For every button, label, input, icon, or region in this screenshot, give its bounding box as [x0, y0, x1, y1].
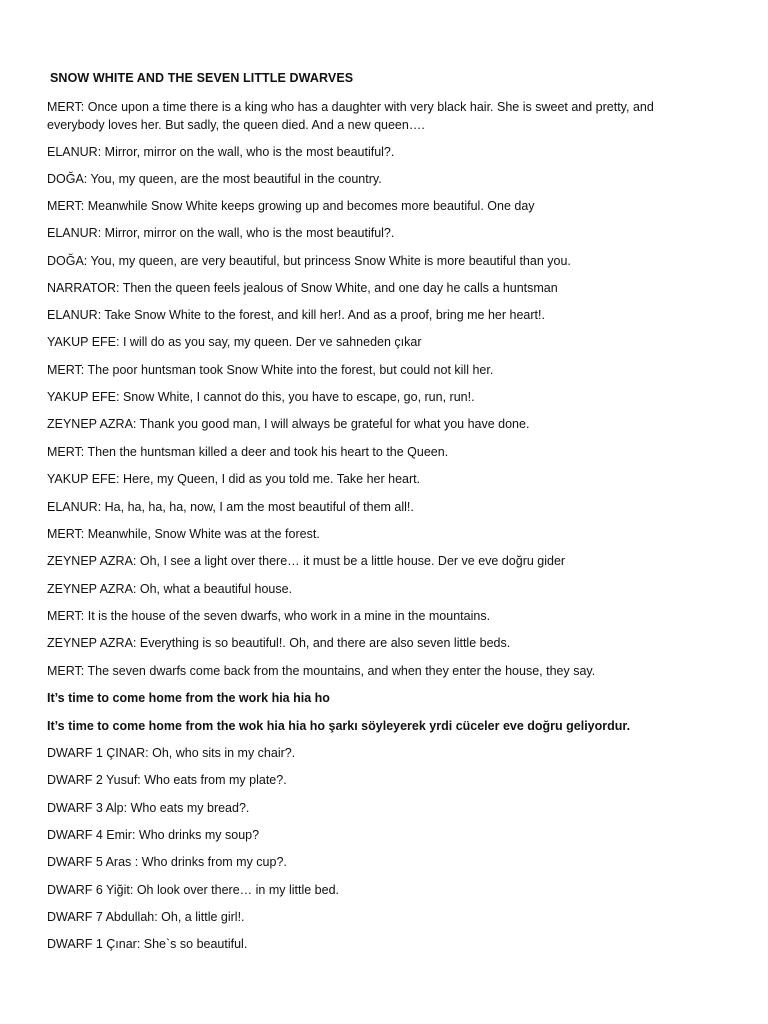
- script-line: DOĞA: You, my queen, are very beautiful, but princess Snow White is more beautiful than you.: [47, 254, 571, 268]
- song-line: It’s time to come home from the wok hia hia ho şarkı söyleyerek yrdi cüceler eve doğru geliyordur.: [47, 719, 631, 733]
- document-title: SNOW WHITE AND THE SEVEN LITTLE DWARVES: [50, 71, 354, 85]
- script-line: DWARF 7 Abdullah: Oh, a little girl!.: [47, 910, 245, 924]
- script-line: ELANUR: Mirror, mirror on the wall, who is the most beautiful?.: [47, 145, 395, 159]
- script-line: YAKUP EFE: Snow White, I cannot do this, you have to escape, go, run, run!.: [47, 390, 475, 404]
- script-line: ELANUR: Mirror, mirror on the wall, who is the most beautiful?.: [47, 226, 395, 240]
- script-line: MERT: The seven dwarfs come back from the mountains, and when they enter the house, they say.: [47, 664, 596, 678]
- script-line: DWARF 1 Çınar: She`s so beautiful.: [47, 937, 248, 951]
- script-line: DWARF 5 Aras : Who drinks from my cup?.: [47, 855, 287, 869]
- script-line: DWARF 6 Yiğit: Oh look over there… in my little bed.: [47, 883, 340, 897]
- script-line: YAKUP EFE: I will do as you say, my queen. Der ve sahneden çıkar: [47, 335, 422, 349]
- script-line: DWARF 1 ÇINAR: Oh, who sits in my chair?.: [47, 746, 296, 760]
- script-line: DWARF 3 Alp: Who eats my bread?.: [47, 801, 250, 815]
- script-line: MERT: Once upon a time there is a king who has a daughter with very black hair. She is sweet and pretty, and everybody loves her. But sadly, the queen died. And a new queen….: [47, 100, 654, 132]
- script-line: DWARF 2 Yusuf: Who eats from my plate?.: [47, 773, 287, 787]
- script-line: DOĞA: You, my queen, are the most beautiful in the country.: [47, 172, 382, 186]
- script-line: MERT: The poor huntsman took Snow White into the forest, but could not kill her.: [47, 363, 494, 377]
- script-line: ELANUR: Ha, ha, ha, ha, now, I am the most beautiful of them all!.: [47, 500, 414, 514]
- script-line: ZEYNEP AZRA: Thank you good man, I will always be grateful for what you have done.: [47, 417, 530, 431]
- script-line: MERT: Meanwhile, Snow White was at the forest.: [47, 527, 320, 541]
- script-line: MERT: Then the huntsman killed a deer and took his heart to the Queen.: [47, 445, 449, 459]
- script-line: NARRATOR: Then the queen feels jealous of Snow White, and one day he calls a huntsman: [47, 281, 558, 295]
- script-line: ZEYNEP AZRA: Oh, what a beautiful house.: [47, 582, 293, 596]
- script-line: MERT: It is the house of the seven dwarfs, who work in a mine in the mountains.: [47, 609, 491, 623]
- script-line: ELANUR: Take Snow White to the forest, and kill her!. And as a proof, bring me her heart!.: [47, 308, 545, 322]
- script-line: YAKUP EFE: Here, my Queen, I did as you told me. Take her heart.: [47, 472, 421, 486]
- script-line: MERT: Meanwhile Snow White keeps growing up and becomes more beautiful. One day: [47, 199, 535, 213]
- script-line: DWARF 4 Emir: Who drinks my soup?: [47, 828, 260, 842]
- script-line: ZEYNEP AZRA: Everything is so beautiful!. Oh, and there are also seven little beds.: [47, 636, 511, 650]
- script-line: ZEYNEP AZRA: Oh, I see a light over there… it must be a little house. Der ve eve doğru gider: [47, 554, 566, 568]
- song-line: It’s time to come home from the work hia hia ho: [47, 691, 330, 705]
